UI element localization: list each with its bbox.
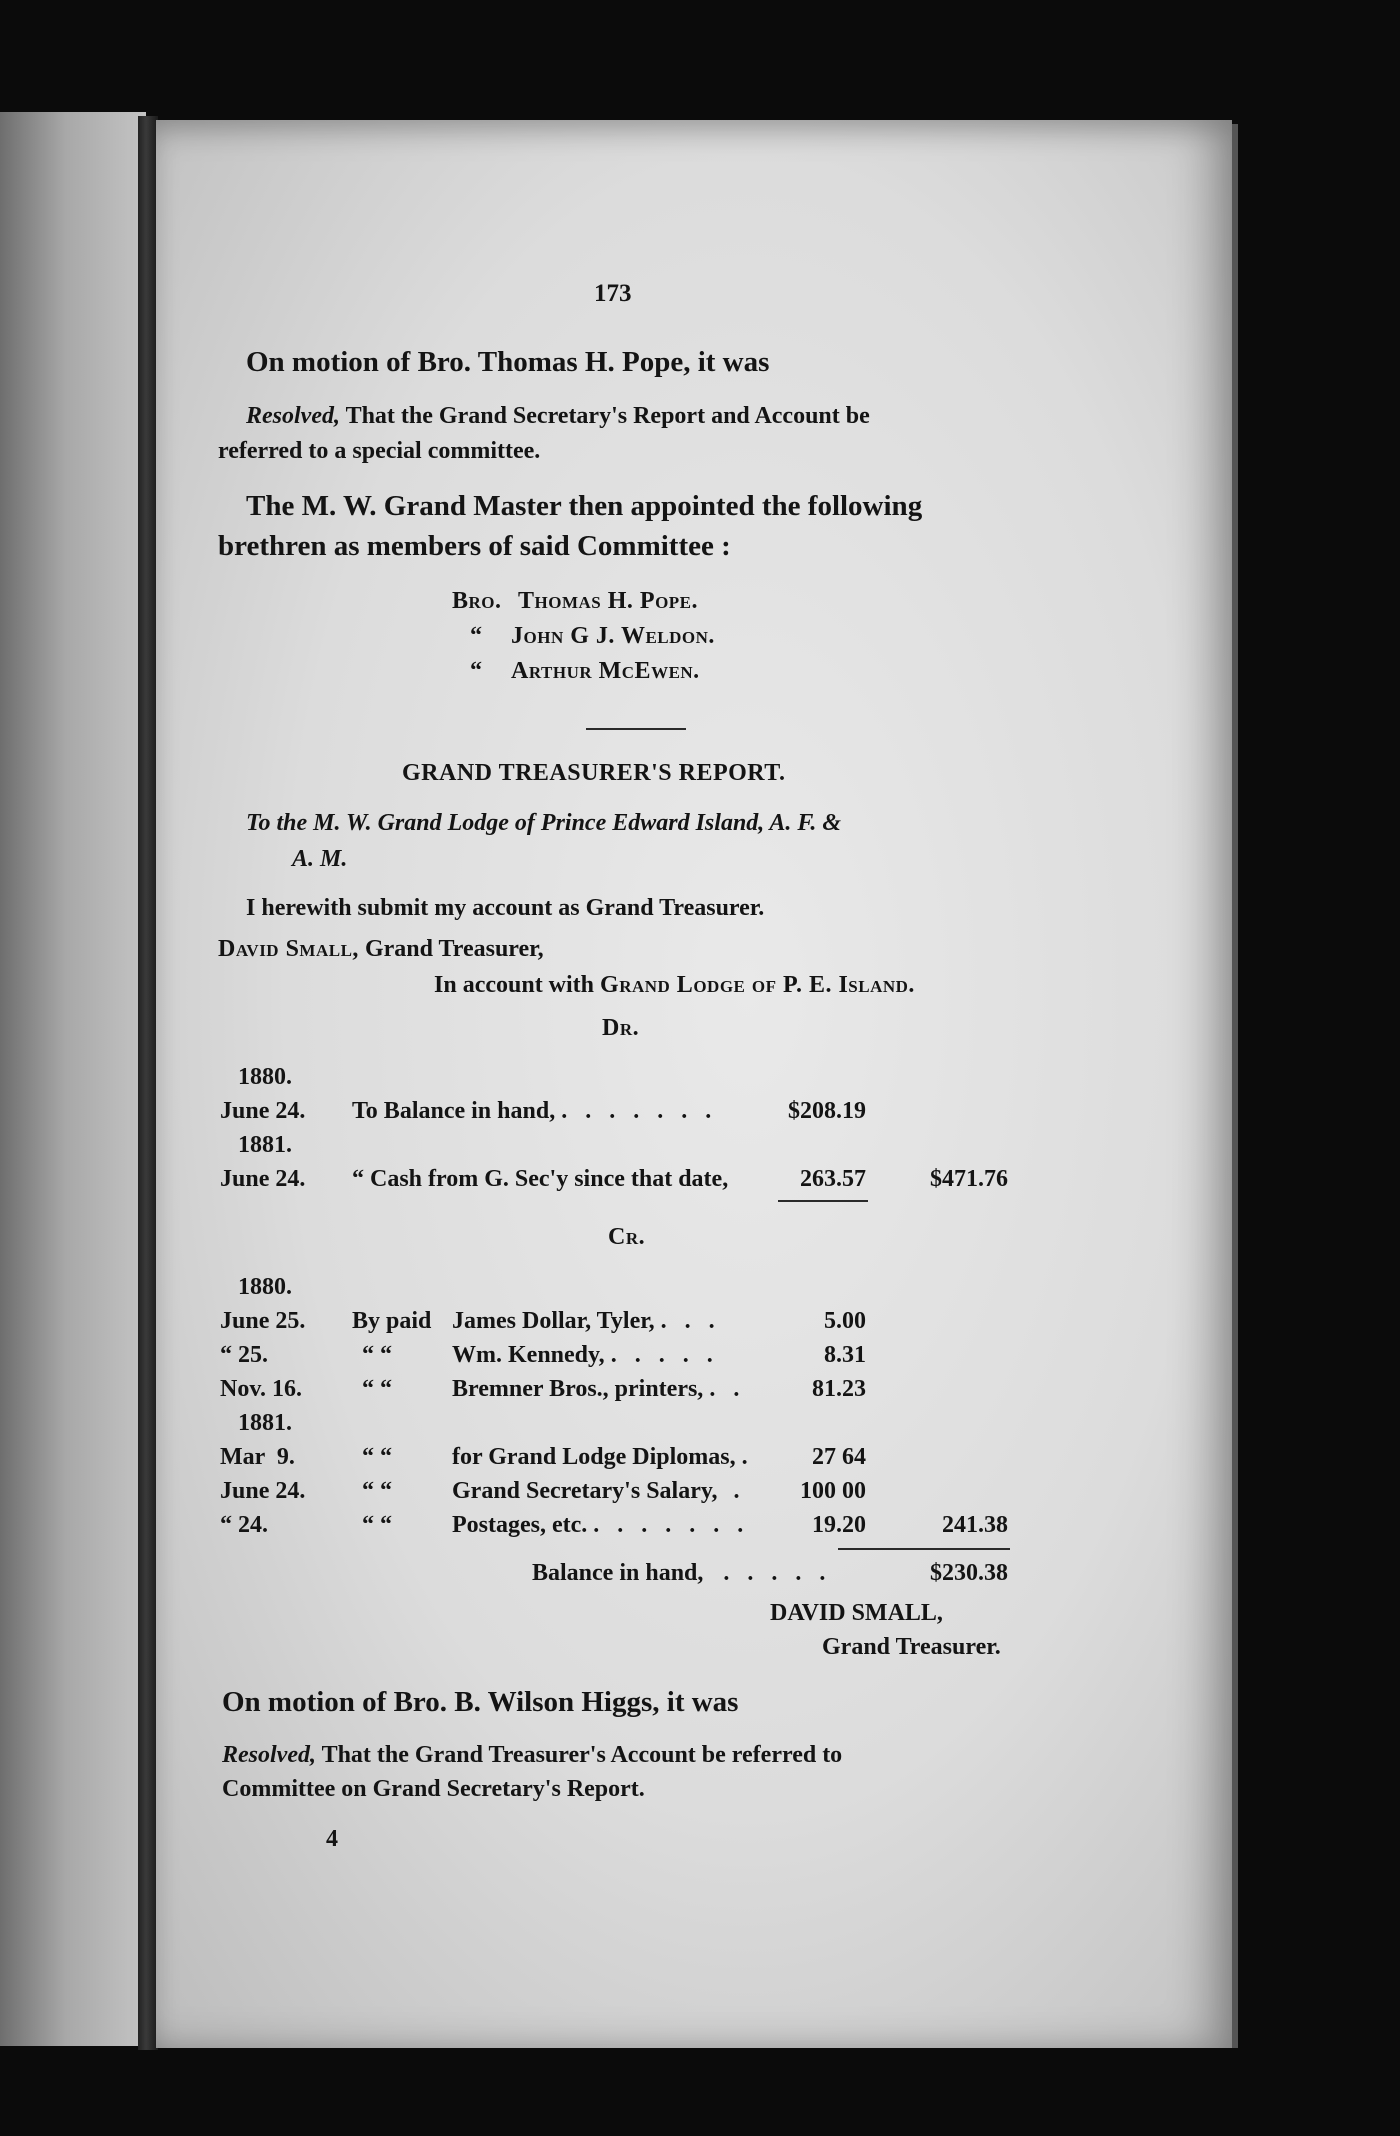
year-label: 1881. — [238, 1132, 292, 1158]
credit-heading: Cr. — [608, 1224, 646, 1250]
ledger-amount: 100 00 — [800, 1478, 866, 1504]
member-name: John G J. Weldon. — [511, 623, 715, 649]
entry-text: To Balance in hand, — [352, 1098, 556, 1124]
entry-text: Grand Secretary's Salary, — [452, 1478, 718, 1504]
ledger-prefix: “ “ — [362, 1342, 392, 1368]
resolved-label: Resolved, — [222, 1742, 316, 1768]
resolution-text: That the Grand Secretary's Report and Account be — [345, 403, 870, 429]
appointment-line-2: brethren as members of said Committee : — [218, 530, 731, 562]
signature-role: Grand Treasurer. — [822, 1634, 1001, 1660]
ledger-description: “ Cash from G. Sec'y since that date, — [352, 1166, 729, 1192]
book-page — [156, 120, 1232, 2048]
entry-text: James Dollar, Tyler, — [452, 1308, 655, 1334]
year-label: 1880. — [238, 1064, 292, 1090]
resolution-2-line-1 — [222, 1742, 842, 1769]
ledger-date: June 24. — [220, 1166, 306, 1192]
sum-rule — [838, 1548, 1010, 1550]
ledger-amount: 5.00 — [824, 1308, 866, 1334]
account-holder — [218, 936, 544, 963]
leader-dots: . . . . . . . — [593, 1512, 750, 1538]
debit-heading: Dr. — [602, 1015, 640, 1041]
printer-signature-mark: 4 — [326, 1826, 338, 1852]
submit-line: I herewith submit my account as Grand Treasurer. — [246, 895, 765, 921]
motion-heading-2: On motion of Bro. B. Wilson Higgs, it was — [222, 1686, 739, 1718]
section-divider — [586, 728, 686, 730]
ledger-description — [352, 1098, 717, 1125]
page-number: 173 — [594, 280, 632, 307]
address-line-1: To the M. W. Grand Lodge of Prince Edward Island, A. F. & — [246, 810, 841, 836]
book-gutter — [138, 116, 158, 2050]
leader-dots: . — [741, 1444, 754, 1470]
ledger-prefix: “ “ — [362, 1376, 392, 1402]
committee-member — [470, 623, 715, 650]
entry-text: Wm. Kennedy, — [452, 1342, 605, 1368]
leader-dots: . . . — [660, 1308, 721, 1334]
ledger-date: June 24. — [220, 1478, 306, 1504]
ledger-date: “ 25. — [220, 1342, 268, 1368]
entry-text: Bremner Bros., printers, — [452, 1376, 704, 1402]
report-title: GRAND TREASURER'S REPORT. — [402, 760, 786, 786]
resolution-2-line-2: Committee on Grand Secretary's Report. — [222, 1776, 645, 1802]
leader-dots: . — [733, 1478, 746, 1504]
ledger-prefix: “ “ — [362, 1478, 392, 1504]
ledger-description — [452, 1376, 745, 1403]
member-name: Thomas H. Pope. — [518, 588, 699, 614]
sum-rule — [778, 1200, 868, 1202]
ledger-prefix: “ “ — [362, 1444, 392, 1470]
ledger-amount: 8.31 — [824, 1342, 866, 1368]
resolution-text: That the Grand Treasurer's Account be referred to — [321, 1742, 843, 1768]
ledger-description — [452, 1444, 754, 1471]
balance-label: Balance in hand, — [532, 1560, 704, 1586]
ledger-date: Nov. 16. — [220, 1376, 303, 1402]
leader-dots: . . . . . . . — [561, 1098, 718, 1124]
ledger-description — [452, 1478, 746, 1505]
ledger-description — [452, 1342, 719, 1369]
committee-member — [470, 658, 700, 685]
ledger-description — [452, 1308, 721, 1335]
member-name: Arthur McEwen. — [511, 658, 700, 684]
entry-text: for Grand Lodge Diplomas, — [452, 1444, 736, 1470]
committee-member — [452, 588, 698, 615]
member-prefix: Bro. — [452, 588, 502, 614]
ledger-date: June 25. — [220, 1308, 306, 1334]
ledger-prefix: “ “ — [362, 1512, 392, 1538]
resolution-1-line-2: referred to a special committee. — [218, 438, 541, 464]
account-with-prefix: In account with — [434, 972, 595, 998]
balance-amount: $230.38 — [930, 1560, 1008, 1586]
account-with-name: Grand Lodge of P. E. Island. — [600, 972, 915, 998]
ditto-mark: “ — [470, 658, 483, 684]
signature-name: DAVID SMALL, — [770, 1600, 943, 1626]
ledger-amount: 81.23 — [812, 1376, 866, 1402]
ledger-amount: 263.57 — [800, 1166, 866, 1192]
ledger-total: 241.38 — [942, 1512, 1008, 1538]
ledger-amount: 19.20 — [812, 1512, 866, 1538]
ledger-date: Mar 9. — [220, 1444, 295, 1470]
account-with-line — [434, 972, 915, 999]
ditto-mark: “ — [470, 623, 483, 649]
ledger-prefix: By paid — [352, 1308, 432, 1334]
facing-page-edge — [0, 112, 146, 2046]
motion-heading-1: On motion of Bro. Thomas H. Pope, it was — [246, 346, 770, 378]
resolved-label: Resolved, — [246, 403, 340, 429]
treasurer-role: Grand Treasurer, — [364, 936, 544, 962]
ledger-description — [452, 1512, 749, 1539]
ledger-amount: $208.19 — [788, 1098, 866, 1124]
leader-dots: . . . . . — [610, 1342, 719, 1368]
leader-dots: . . . . . — [723, 1560, 832, 1586]
leader-dots: . . — [709, 1376, 746, 1402]
entry-text: Postages, etc. — [452, 1512, 588, 1538]
year-label: 1881. — [238, 1410, 292, 1436]
ledger-date: “ 24. — [220, 1512, 268, 1538]
appointment-line-1: The M. W. Grand Master then appointed the following — [246, 490, 923, 522]
year-label: 1880. — [238, 1274, 292, 1300]
ledger-amount: 27 64 — [812, 1444, 866, 1470]
address-line-2: A. M. — [292, 846, 348, 872]
ledger-date: June 24. — [220, 1098, 306, 1124]
balance-line — [532, 1560, 831, 1587]
page-edge-shadow — [1232, 124, 1238, 2048]
treasurer-name: David Small, — [218, 936, 359, 962]
ledger-total: $471.76 — [930, 1166, 1008, 1192]
resolution-1-line-1 — [246, 403, 870, 430]
